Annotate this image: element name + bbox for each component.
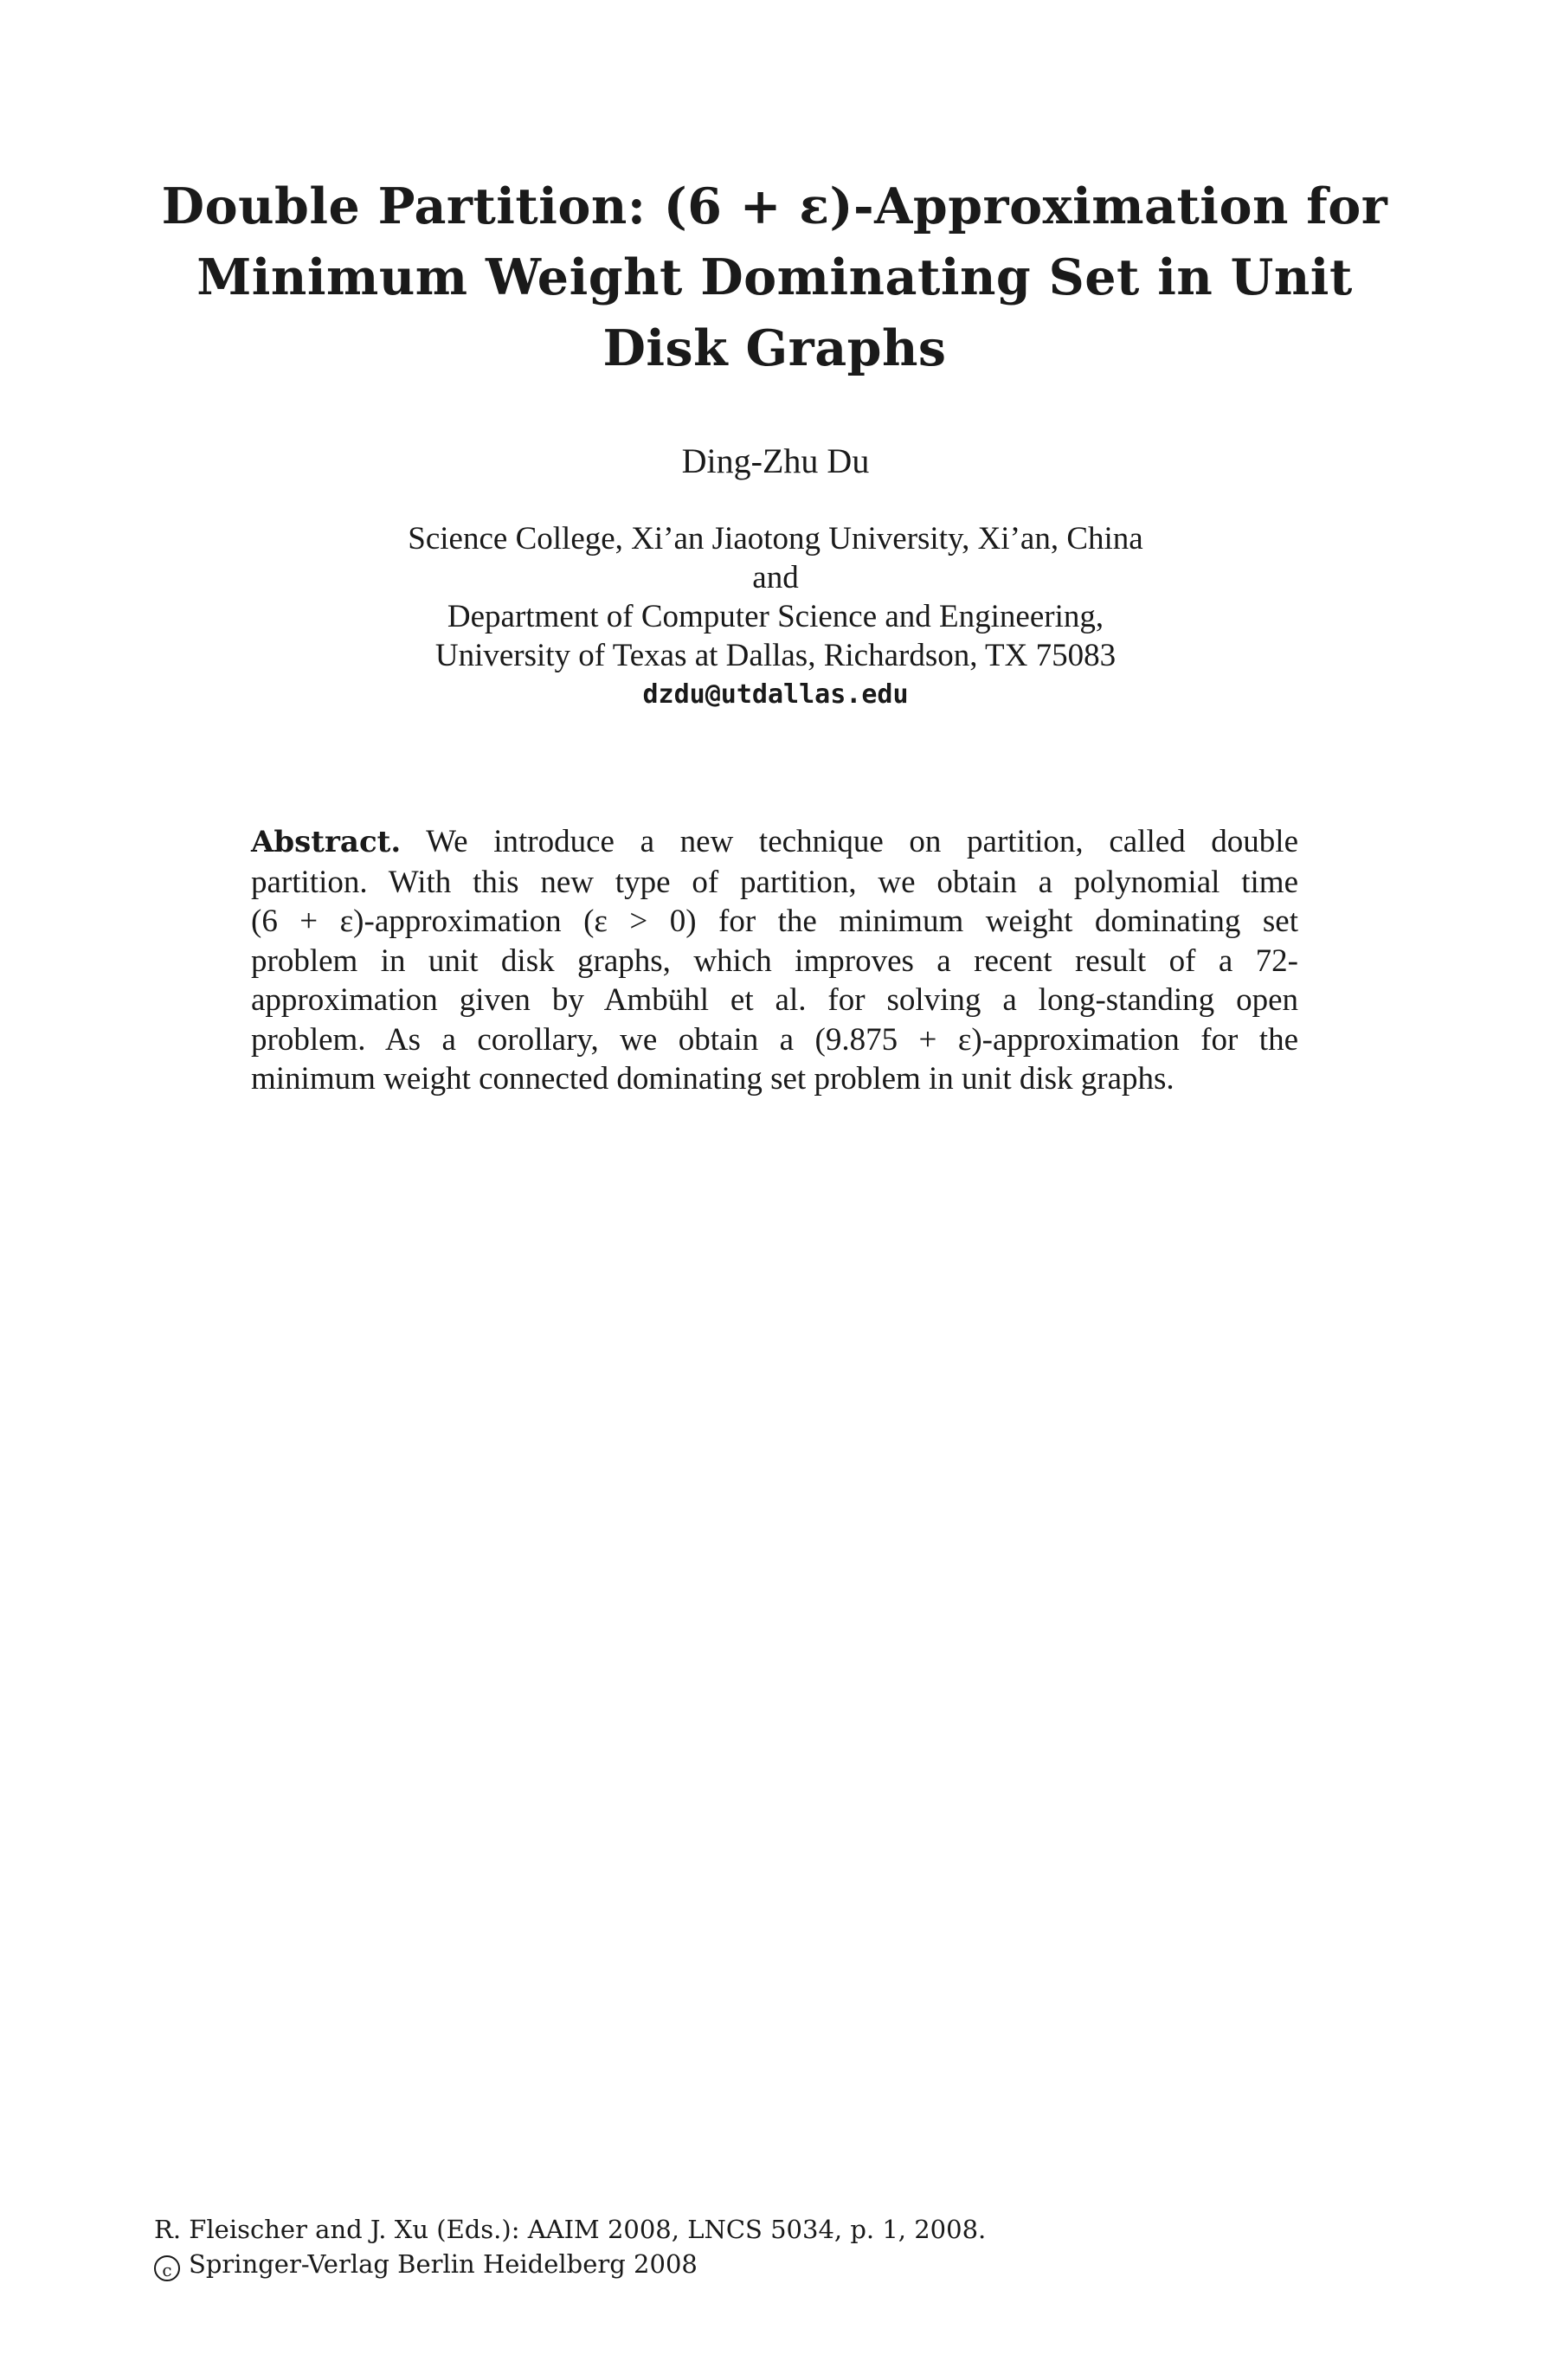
copyright-icon: c	[154, 2255, 180, 2281]
title-line: Disk Graphs	[602, 319, 947, 377]
author-affiliation	[0, 519, 1551, 714]
abstract-line	[251, 822, 1298, 863]
abstract-line: problem. As a corollary, we obtain a (9.875 + ε)-approximation for the	[251, 1021, 1298, 1058]
footer-citation: R. Fleischer and J. Xu (Eds.): AAIM 2008, LNCS 5034, p. 1, 2008.	[154, 2215, 987, 2244]
footer-copyright	[154, 2247, 1279, 2281]
title-line: Double Partition: (6 + ε)-Approximation for	[161, 177, 1388, 235]
abstract-heading: Abstract.	[251, 825, 402, 859]
affiliation-line: and	[752, 560, 799, 595]
paper-title	[156, 171, 1393, 384]
author-name: Ding-Zhu Du	[681, 441, 870, 480]
abstract-line: partition. With this new type of partition, we obtain a polynomial time	[251, 864, 1298, 900]
abstract-line-text: We introduce a new technique on partition, called double	[426, 824, 1298, 859]
abstract-line: problem in unit disk graphs, which improves a recent result of a 72-	[251, 942, 1298, 979]
abstract-line: approximation given by Ambühl et al. for solving a long-standing open	[251, 982, 1298, 1018]
author-email: dzdu@utdallas.edu	[642, 679, 909, 710]
affiliation-line: University of Texas at Dallas, Richardson, TX 75083	[434, 638, 1117, 673]
abstract-line: minimum weight connected dominating set problem in unit disk graphs.	[251, 1061, 1175, 1097]
affiliation-line: Science College, Xi’an Jiaotong University, Xi’an, China	[408, 521, 1143, 556]
page-footer	[154, 2212, 1279, 2281]
copyright-text: Springer-Verlag Berlin Heidelberg 2008	[189, 2249, 698, 2279]
affiliation-line: Department of Computer Science and Engineering,	[447, 599, 1104, 634]
abstract-line: (6 + ε)-approximation (ε > 0) for the minimum weight dominating set	[251, 904, 1298, 939]
abstract	[251, 822, 1298, 1099]
title-line: Minimum Weight Dominating Set in Unit	[196, 248, 1353, 306]
